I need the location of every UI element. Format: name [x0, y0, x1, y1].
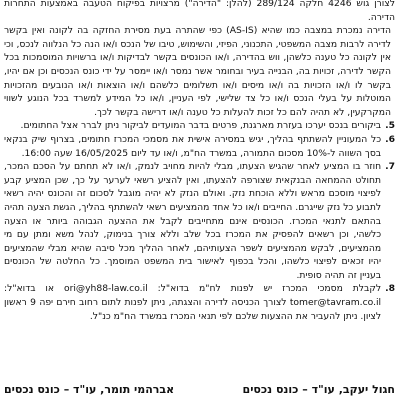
notice-item-contact	[4, 282, 395, 323]
item-number: 6.	[385, 133, 395, 145]
notice-top-fragment: לצורן גוש 4246 חלקה 289/124 (להלן: "הדירה") מרצויות בפיקוח הטעבה באמצעות התחרות הדירה.	[4, 0, 395, 23]
notice-item	[4, 160, 395, 282]
signature-block	[4, 383, 395, 397]
notice-item	[4, 24, 395, 119]
item-number: 7.	[385, 161, 395, 173]
signature-receiver-2: אברהמי תומר, עו"ד – כונס נכסים	[4, 383, 175, 396]
notice-item	[4, 119, 395, 133]
item-text: הדירה נמכרת במצבה כמו שהיא (AS-IS) כפי שהתרה בעת מסירת החזקה בה לקונה ואין בקשר לדירה לרבות מצבה המשפטי, התכנוני, הפיזי, והשימוש, טיבו של הנכס ו/או הנה כל הנלווה לנכס, וכי אין לקונה כל טענה כלשהן, ווש בהדירה, ו/או הכונסים בקשר לבדיקות ו/או ברשויות המוסמכות בכל הקשר לדירה, זכויות בה, הבנייה בעיר ובחומר אשר נמסר ו/או יימסר על ידי כונס הנכסים וכן אם יהיו, בקשר לו ו/או הזכויות בה ו/או מיסים ו/או תשלומים כלשהם ו/או הוצאות ו/או הנובעים מהזכויות המוטלות על בעלי הנכס ו/או כל צד שלישי, לפי העניין, ו/או כל המידע למשרד בכל הנוגע לשווי המקרקעין, לא תהיה להם כל זכות להעלות כל טענה ו/או דרישה בקשר לכך.	[4, 25, 391, 118]
item-number: 5.	[385, 120, 395, 132]
item-number: 8.	[385, 283, 395, 295]
notice-item	[4, 133, 395, 160]
signature-receiver-1: חגול יעקב, עו"ד – כונס נכסים	[242, 383, 395, 396]
item-text: ביקורים בנכס יערכו בעזרת מארגנת, פרטים בדבר המועדים לביקור ניתן לברר אצל החתומים.	[20, 120, 382, 132]
item-text: כל המעוניין להשתתף בהליך, יגיש במסירה אישית את מסמכי המכרז חתומים, בצרוף שיק בנקאי בסך השווה ל-10% מסכום התמורה, במשרד הח"מ, ו/או עד ליום 16/05/2025 שעה 16:00.	[4, 133, 382, 159]
item-text: חוזר בו המציע לאחר שהגיש הצעתו, מבלי להיות מחויב לנמק, ו/או לא תחתם על הסכם המכר, תחולט ההמחאה הבנקאית שצורפה להצעתו, ואין להציע רשאי לערער על כך, שכן המציע קבע לפיצוי מוסכם מראש וללא הוכחת נזק. ואולם הנזק לא יהיה מוגבל לסכום זה והכונס יהיה רשאי לתבוע כל נזק שייגרם. החייבים ו/או כל אחד מהמציעים רשאי להשתתף בהליך, הגשת הצעה תהיה בהתאם לתנאי המכרז. הכונסים אינם מתחייבים לקבל את ההצעה הגבוהה ביותר או הצעה כלשהי, וכן רשאים להפסיק את המכרז בכל שלב וללא צורך בנימוק, לנהל משא ומתן עם מי מהמציעים, לבקש מהמציעים לשפר הצעותיהם, לאחר ההליך מכל סיבה שהיא מבלי שהמציעים יהיו זכאים לפיצוי כלשהו, והכל בכפוף לאישור בית המשפט המוסמך. כל החלטה של הכונסים בעניין זה תהיה סופית.	[4, 161, 382, 281]
item-text-contact: לקבלת מסמכי המכרז יש לפנות לח"מ בדוא"ל: ori@yh88-law.co.il או בדוא"ל: tomer@tavram.co.il לצורך הכניסה לדירה והצגתה, ניתן לפנות לתום רחוב חירם יפה 9 ראשון לציון. ניתן להעביר את ההצעות שלכם לפי תנאי המכרז במשרד הח"מ כנ"ל.	[4, 283, 382, 322]
